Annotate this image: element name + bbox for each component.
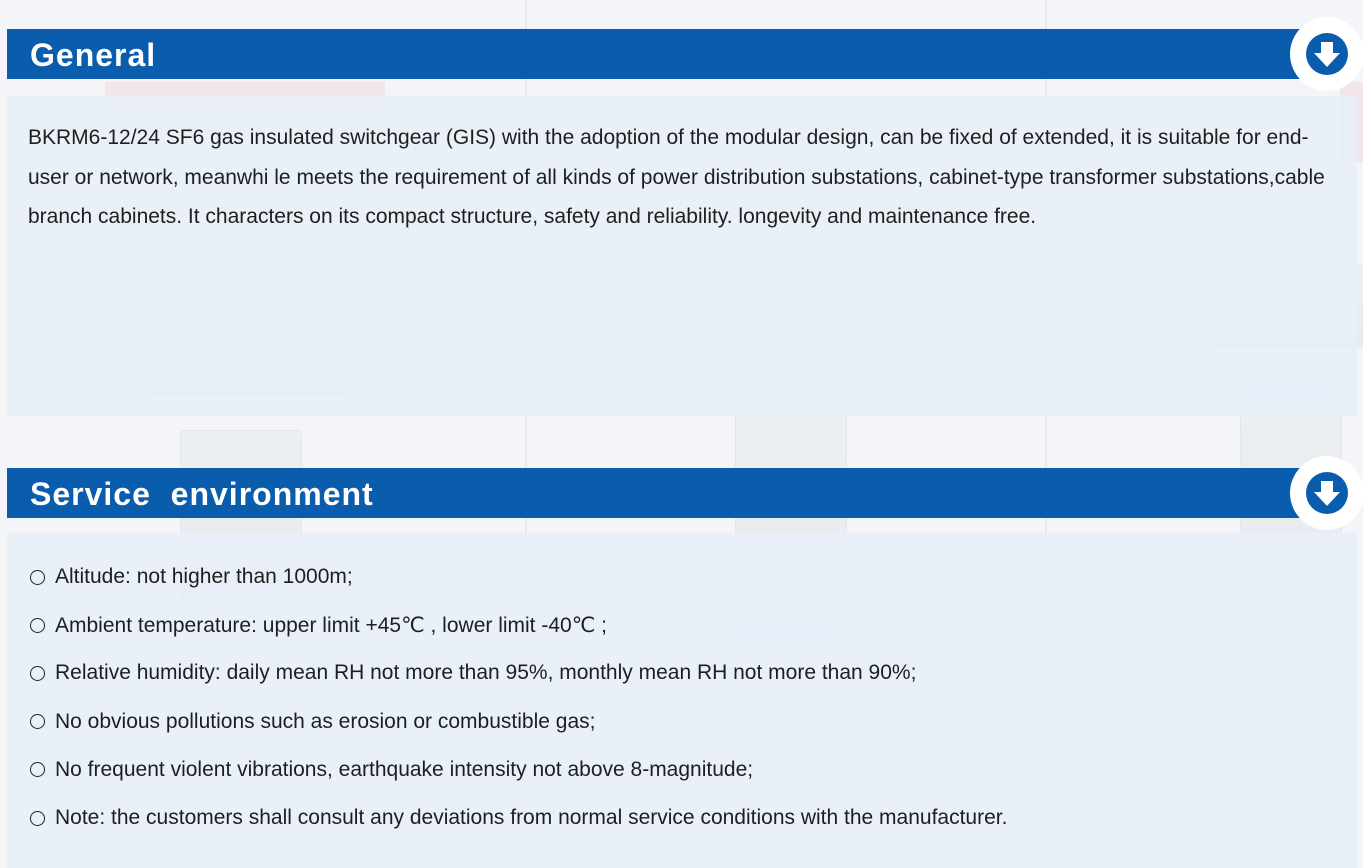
hollow-circle-icon bbox=[30, 762, 45, 777]
list-item-text: Relative humidity: daily mean RH not more than 95%, monthly mean RH not more than 90%; bbox=[55, 661, 917, 685]
arrow-down-icon bbox=[1298, 463, 1356, 523]
service-environment-list bbox=[30, 553, 1007, 842]
general-section-header bbox=[7, 29, 1307, 79]
service-environment-section-header bbox=[7, 468, 1307, 518]
arrow-down-icon bbox=[1298, 24, 1356, 84]
list-item bbox=[30, 794, 1007, 842]
list-item-text: No frequent violent vibrations, earthquake intensity not above 8-magnitude; bbox=[55, 757, 754, 781]
list-item bbox=[30, 553, 1007, 601]
hollow-circle-icon bbox=[30, 811, 45, 826]
general-section-title: General bbox=[30, 37, 157, 73]
list-item-text: Altitude: not higher than 1000m; bbox=[55, 565, 353, 589]
service-environment-section-title: Service environment bbox=[30, 476, 374, 512]
list-item bbox=[30, 601, 1007, 649]
list-item-text: Ambient temperature: upper limit +45℃ , lower limit -40℃ ; bbox=[55, 613, 607, 637]
list-item bbox=[30, 649, 1007, 697]
service-environment-expand-button[interactable] bbox=[1290, 456, 1363, 530]
hollow-circle-icon bbox=[30, 666, 45, 681]
hollow-circle-icon bbox=[30, 570, 45, 585]
list-item-text: Note: the customers shall consult any deviations from normal service conditions with the manufacturer. bbox=[55, 806, 1008, 830]
general-expand-button[interactable] bbox=[1290, 17, 1363, 91]
hollow-circle-icon bbox=[30, 618, 45, 633]
list-item-text: No obvious pollutions such as erosion or combustible gas; bbox=[55, 709, 596, 733]
list-item bbox=[30, 698, 1007, 746]
hollow-circle-icon bbox=[30, 714, 45, 729]
general-description: BKRM6-12/24 SF6 gas insulated switchgear (GIS) with the adoption of the modular design, can be fixed of extended, it is suitable for end-user or network, meanwhi le meets the requirement of all kinds of power distribution substations, cabinet-type transformer substations,cable branch cabinets. It characters on its compact structure, safety and reliability. longevity and maintenance free. bbox=[28, 126, 1325, 228]
list-item bbox=[30, 746, 1007, 794]
